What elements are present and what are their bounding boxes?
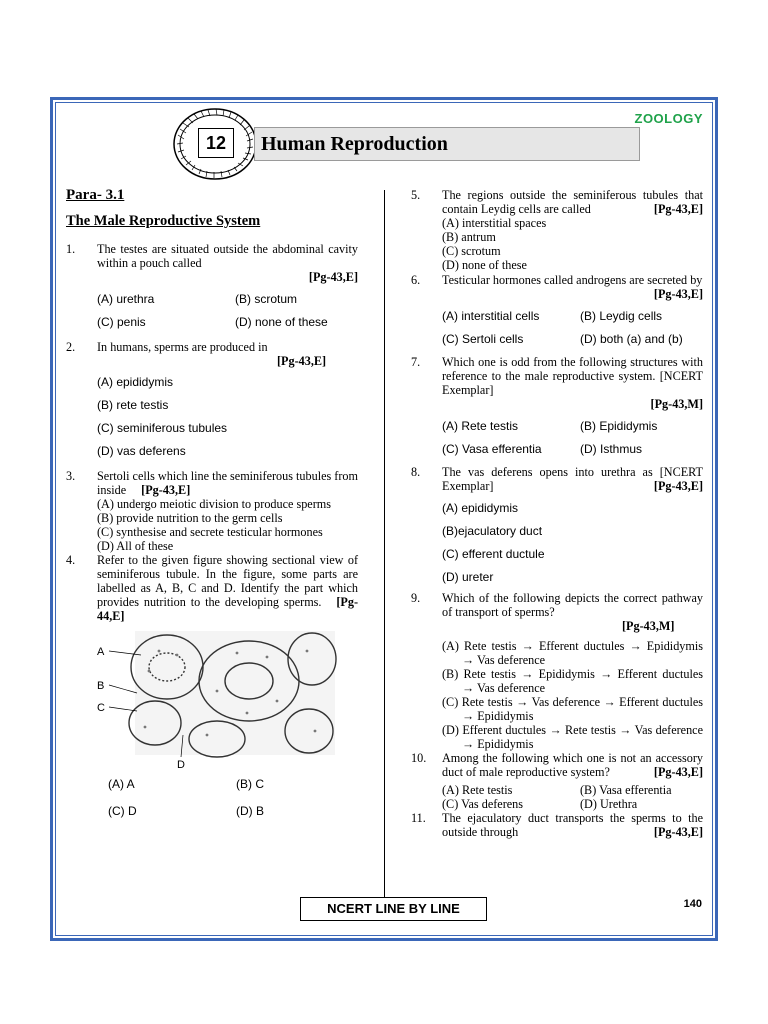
question-11 xyxy=(411,811,703,839)
option[interactable]: (A) A xyxy=(108,777,135,791)
tubule-section-icon xyxy=(97,631,337,769)
option[interactable]: (B) C xyxy=(236,777,264,791)
question-number: 9. xyxy=(411,591,421,605)
question-text: The vas deferens opens into urethra as [NCERT Exemplar] xyxy=(442,465,703,493)
option[interactable]: (D) vas deferens xyxy=(97,444,186,458)
chapter-title-box xyxy=(254,127,640,161)
option[interactable]: (A) undergo meiotic division to produce sperms xyxy=(97,497,332,511)
figure-label-b: B xyxy=(97,680,105,692)
question-text: Sertoli cells which line the seminiferous tubules from inside xyxy=(97,469,358,497)
option[interactable]: (A) epididymis xyxy=(97,375,174,389)
question-8 xyxy=(411,465,703,493)
question-number: 2. xyxy=(66,340,76,354)
option[interactable]: (A) interstitial spaces xyxy=(442,216,547,230)
right-column xyxy=(411,188,703,839)
page-reference: [Pg-43,E] xyxy=(653,825,703,839)
option[interactable]: (A) Rete testis → Efferent ductules → Epididymis → Vas deference xyxy=(442,639,703,667)
column-divider xyxy=(384,190,385,898)
option[interactable]: (B) Rete testis → Epididymis → Efferent ductules → Vas deference xyxy=(442,667,703,695)
option[interactable]: (B) Epididymis xyxy=(580,419,658,433)
question-number: 11. xyxy=(411,811,426,825)
chapter-title: Human Reproduction xyxy=(261,133,448,155)
page-reference: [Pg-43,E] xyxy=(277,354,327,368)
question-5 xyxy=(411,188,703,216)
option[interactable]: (A) Rete testis xyxy=(442,419,519,433)
option[interactable]: (A) Rete testis xyxy=(442,783,513,797)
option[interactable]: (B) Leydig cells xyxy=(580,309,663,323)
question-text: The testes are situated outside the abdominal cavity within a pouch called xyxy=(97,242,358,270)
question-text: The regions outside the seminiferous tubules that contain Leydig cells are called xyxy=(442,188,703,216)
question-text: Which one is odd from the following structures with reference to the male reproductive system. [NCERT Exemplar] xyxy=(442,355,703,397)
question-text: Among the following which one is not an accessory duct of male reproductive system? xyxy=(442,751,703,779)
question-number: 6. xyxy=(411,273,421,287)
options-q8 xyxy=(442,497,703,589)
options-q3 xyxy=(97,497,358,553)
option[interactable]: (C) penis xyxy=(97,315,146,329)
options-q5 xyxy=(442,216,703,272)
options-q10 xyxy=(442,783,703,811)
options-q2 xyxy=(97,371,358,463)
option[interactable]: (D) Isthmus xyxy=(580,442,643,456)
page-reference: [Pg-44,E] xyxy=(97,595,359,623)
options-q6 xyxy=(442,305,703,351)
options-q7 xyxy=(442,415,703,461)
option[interactable]: (D) both (a) and (b) xyxy=(580,332,683,346)
page-number: 140 xyxy=(683,898,702,910)
option[interactable]: (D) All of these xyxy=(97,539,174,553)
question-6 xyxy=(411,273,703,301)
figure-label-a: A xyxy=(97,646,105,658)
chapter-number: 12 xyxy=(198,128,234,158)
question-10 xyxy=(411,751,703,779)
option[interactable]: (B) Vasa efferentia xyxy=(580,783,672,797)
question-4 xyxy=(66,553,358,623)
option[interactable]: (C) seminiferous tubules xyxy=(97,421,228,435)
question-number: 1. xyxy=(66,242,76,256)
question-number: 5. xyxy=(411,188,421,202)
option[interactable]: (D) Efferent ductules → Rete testis → Vas deference → Epididymis xyxy=(442,723,703,751)
page-reference: [Pg-43,E] xyxy=(141,483,191,497)
option[interactable]: (C) scrotum xyxy=(442,244,501,258)
option[interactable]: (C) Rete testis → Vas deference → Efferent ductules → Epididymis xyxy=(442,695,703,723)
page-reference: [Pg-43,E] xyxy=(653,287,703,301)
option[interactable]: (D) none of these xyxy=(442,258,527,272)
question-1 xyxy=(66,242,358,284)
subject-label: ZOOLOGY xyxy=(634,111,703,126)
page-reference: [Pg-43,E] xyxy=(653,765,703,779)
option[interactable]: (B) antrum xyxy=(442,230,496,244)
options-q9 xyxy=(442,639,703,751)
question-number: 8. xyxy=(411,465,421,479)
options-q4 xyxy=(108,773,358,823)
left-column xyxy=(66,188,358,823)
question-number: 10. xyxy=(411,751,427,765)
question-number: 7. xyxy=(411,355,421,369)
option[interactable]: (D) B xyxy=(236,804,264,818)
question-3 xyxy=(66,469,358,497)
option[interactable]: (A) urethra xyxy=(97,292,155,306)
question-text: The ejaculatory duct transports the sperms to the outside through xyxy=(442,811,703,839)
page-reference: [Pg-43,E] xyxy=(653,202,703,216)
option[interactable]: (C) efferent ductule xyxy=(442,547,545,561)
option[interactable]: (B)ejaculatory duct xyxy=(442,524,543,538)
option[interactable]: (C) D xyxy=(108,804,137,818)
question-7 xyxy=(411,355,703,411)
question-text: Testicular hormones called androgens are secreted by xyxy=(442,273,703,287)
question-text: In humans, sperms are produced in xyxy=(97,340,268,354)
question-text: Which of the following depicts the correct pathway of transport of sperms? xyxy=(442,591,703,619)
question-number: 4. xyxy=(66,553,76,567)
option[interactable]: (A) interstitial cells xyxy=(442,309,540,323)
option[interactable]: (B) provide nutrition to the germ cells xyxy=(97,511,283,525)
page-reference: [Pg-43,M] xyxy=(622,619,675,633)
question-number: 3. xyxy=(66,469,76,483)
question-2 xyxy=(66,340,358,368)
question-text: Refer to the given figure showing sectional view of seminiferous tubule. In the figure, some parts are labelled as A, B, C and D. Identify the part which provides nutrition to the developing sperms. xyxy=(97,553,358,609)
para-heading: Para- 3.1 xyxy=(66,187,125,203)
figure-label-c: C xyxy=(97,702,105,714)
option[interactable]: (B) scrotum xyxy=(235,292,298,306)
page-reference: [Pg-43,E] xyxy=(308,270,358,284)
option[interactable]: (D) Urethra xyxy=(580,797,638,811)
section-heading: The Male Reproductive System xyxy=(66,213,261,229)
option[interactable]: (C) synthesise and secrete testicular hormones xyxy=(97,525,323,539)
footer-label: NCERT LINE BY LINE xyxy=(300,897,487,921)
option[interactable]: (C) Vas deferens xyxy=(442,797,523,811)
seminiferous-tubule-figure xyxy=(97,631,337,769)
figure-label-d: D xyxy=(177,759,185,769)
option[interactable]: (C) Vasa efferentia xyxy=(442,442,542,456)
option[interactable]: (C) Sertoli cells xyxy=(442,332,524,346)
question-9 xyxy=(411,591,703,633)
option[interactable]: (D) none of these xyxy=(235,315,328,329)
option[interactable]: (B) rete testis xyxy=(97,398,169,412)
page-reference: [Pg-43,M] xyxy=(650,397,703,411)
option[interactable]: (D) ureter xyxy=(442,570,494,584)
options-q1 xyxy=(97,288,358,334)
page-reference: [Pg-43,E] xyxy=(653,479,703,493)
option[interactable]: (A) epididymis xyxy=(442,501,519,515)
